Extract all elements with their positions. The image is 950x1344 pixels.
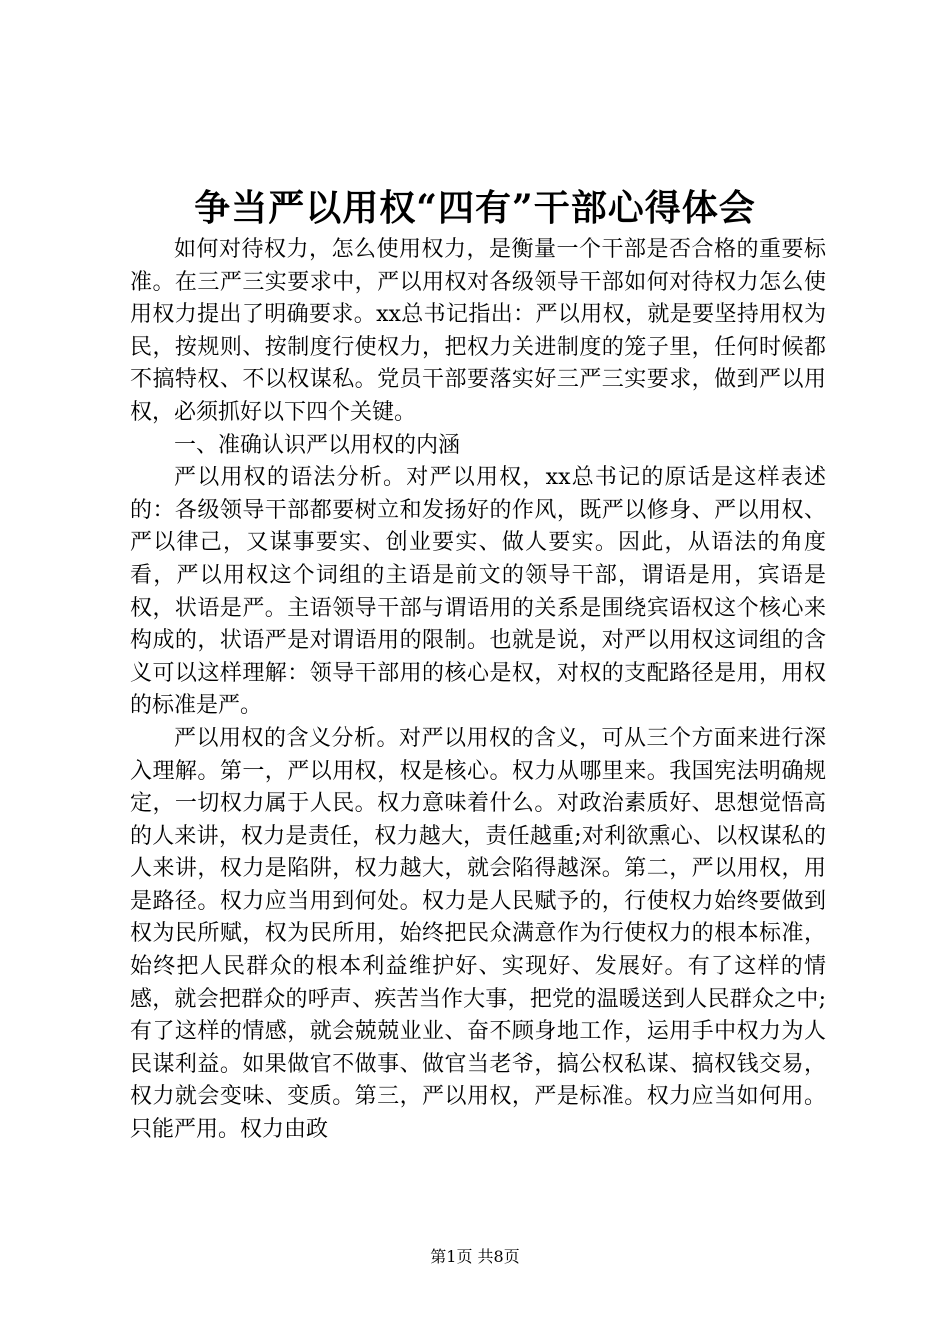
paragraph-intro: 如何对待权力，怎么使用权力，是衡量一个干部是否合格的重要标准。在三严三实要求中，严以用权对各级领导干部如何对待权力怎么使用权力提出了明确要求。xx总书记指出：严以用权，就是要坚持用权为民，按规则、按制度行使权力，把权力关进制度的笼子里，任何时候都不搞特权、不以权谋私。党员干部要落实好三严三实要求，做到严以用权，必须抓好以下四个关键。 xyxy=(130,237,826,425)
page-indicator: 第1页 共8页 xyxy=(430,1247,520,1266)
document-title: 争当严以用权“四有”干部心得体会 xyxy=(194,187,756,229)
paragraph-meaning-analysis: 严以用权的含义分析。对严以用权的含义，可从三个方面来进行深入理解。第一，严以用权，权是核心。权力从哪里来。我国宪法明确规定，一切权力属于人民。权力意味着什么。对政治素质好、思想觉悟高的人来讲，权力是责任，权力越大，责任越重;对利欲熏心、以权谋私的人来讲，权力是陷阱，权力越大，就会陷得越深。第二，严以用权，用是路径。权力应当用到何处。权力是人民赋予的，行使权力始终要做到权为民所赋，权为民所用，始终把民众满意作为行使权力的根本标准，始终把人民群众的根本利益维护好、实现好、发展好。有了这样的情感，就会把群众的呼声、疾苦当作大事，把党的温暖送到人民群众之中;有了这样的情感，就会兢兢业业、奋不顾身地工作，运用手中权力为人民谋利益。如果做官不做事、做官当老爷，搞公权私谋、搞权钱交易，权力就会变味、变质。第三，严以用权，严是标准。权力应当如何用。只能严用。权力由政 xyxy=(130,725,826,1143)
paragraph-grammar-analysis: 严以用权的语法分析。对严以用权，xx总书记的原话是这样表述的：各级领导干部都要树立和发扬好的作风，既严以修身、严以用权、严以律己，又谋事要实、创业要实、做人要实。因此，从语法的角度看，严以用权这个词组的主语是前文的领导干部，谓语是用，宾语是权，状语是严。主语领导干部与谓语用的关系是围绕宾语权这个核心来构成的，状语严是对谓语用的限制。也就是说，对严以用权这词组的含义可以这样理解：领导干部用的核心是权，对权的支配路径是用，用权的标准是严。 xyxy=(130,465,826,719)
document-body xyxy=(130,234,826,1147)
section-heading: 一、准确认识严以用权的内涵 xyxy=(174,432,461,458)
